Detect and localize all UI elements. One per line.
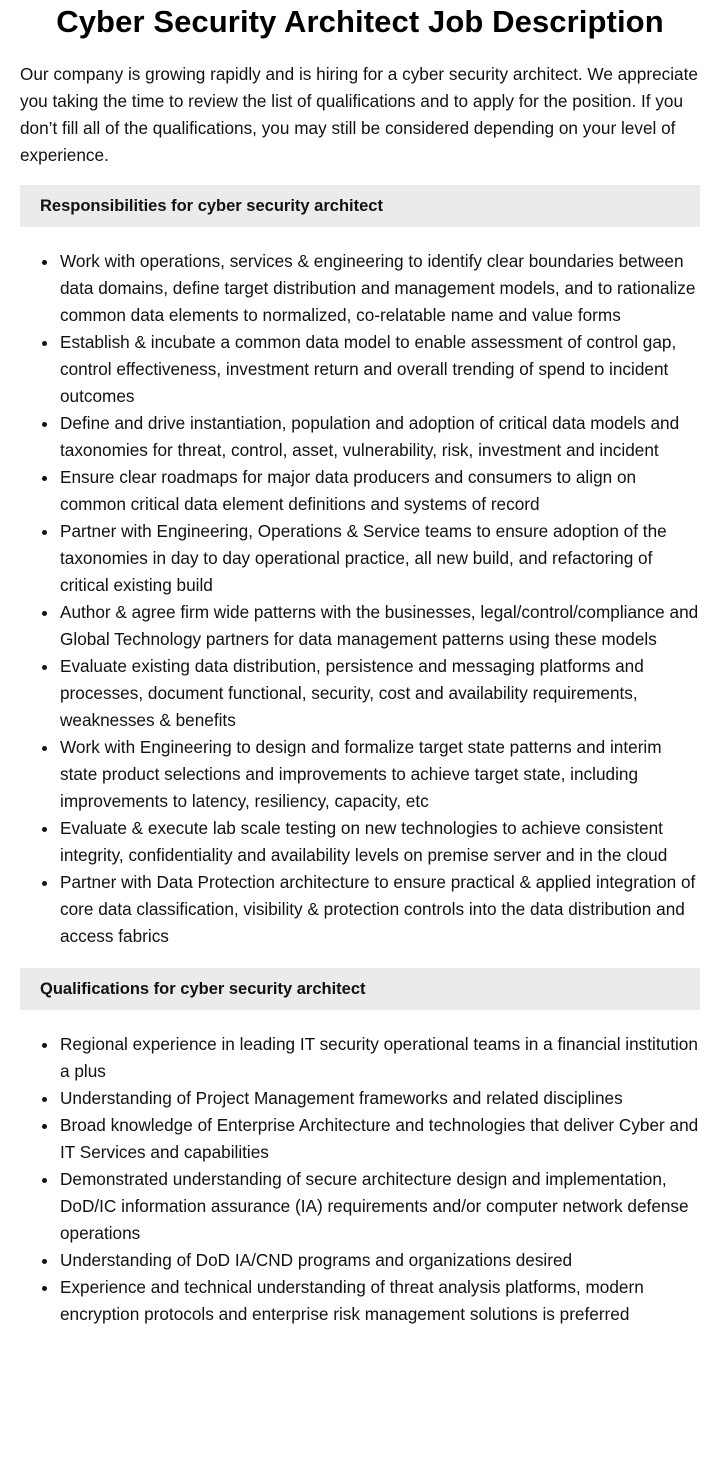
list-item: Work with operations, services & engineering to identify clear boundaries between data domains, define target distribution and management models, and to rationalize common data elements to normalized, co-relatable name and value forms bbox=[60, 248, 700, 329]
list-item: Regional experience in leading IT security operational teams in a financial institution a plus bbox=[60, 1031, 700, 1085]
intro-paragraph: Our company is growing rapidly and is hiring for a cyber security architect. We appreciate you taking the time to review the list of qualifications and to apply for the position. If you don’t fill all of the qualifications, you may still be considered depending on your level of experience. bbox=[20, 64, 698, 165]
list-item: Ensure clear roadmaps for major data producers and consumers to align on common critical data element definitions and systems of record bbox=[60, 464, 700, 518]
page-title: Cyber Security Architect Job Description bbox=[56, 4, 664, 39]
list-item: Evaluate existing data distribution, persistence and messaging platforms and processes, document functional, security, cost and availability requirements, weaknesses & benefits bbox=[60, 653, 700, 734]
list-item: Author & agree firm wide patterns with the businesses, legal/control/compliance and Global Technology partners for data management patterns using these models bbox=[60, 599, 700, 653]
list-item: Experience and technical understanding of threat analysis platforms, modern encryption protocols and enterprise risk management solutions is preferred bbox=[60, 1274, 700, 1328]
list-item: Demonstrated understanding of secure architecture design and implementation, DoD/IC information assurance (IA) requirements and/or computer network defense operations bbox=[60, 1166, 700, 1247]
qualifications-list bbox=[20, 1031, 700, 1328]
list-item: Define and drive instantiation, population and adoption of critical data models and taxonomies for threat, control, asset, vulnerability, risk, investment and incident bbox=[60, 410, 700, 464]
list-item: Evaluate & execute lab scale testing on new technologies to achieve consistent integrity, confidentiality and availability levels on premise server and in the cloud bbox=[60, 815, 700, 869]
list-item: Broad knowledge of Enterprise Architecture and technologies that deliver Cyber and IT Services and capabilities bbox=[60, 1112, 700, 1166]
list-item: Establish & incubate a common data model to enable assessment of control gap, control effectiveness, investment return and overall trending of spend to incident outcomes bbox=[60, 329, 700, 410]
list-item: Work with Engineering to design and formalize target state patterns and interim state product selections and improvements to achieve target state, including improvements to latency, resiliency, capacity, etc bbox=[60, 734, 700, 815]
responsibilities-list bbox=[20, 248, 700, 950]
list-item: Partner with Data Protection architecture to ensure practical & applied integration of core data classification, visibility & protection controls into the data distribution and access fabrics bbox=[60, 869, 700, 950]
list-item: Understanding of Project Management frameworks and related disciplines bbox=[60, 1085, 700, 1112]
qualifications-heading: Qualifications for cyber security architect bbox=[20, 968, 700, 1010]
list-item: Understanding of DoD IA/CND programs and organizations desired bbox=[60, 1247, 700, 1274]
responsibilities-heading: Responsibilities for cyber security architect bbox=[20, 185, 700, 227]
list-item: Partner with Engineering, Operations & Service teams to ensure adoption of the taxonomies in day to day operational practice, all new build, and refactoring of critical existing build bbox=[60, 518, 700, 599]
